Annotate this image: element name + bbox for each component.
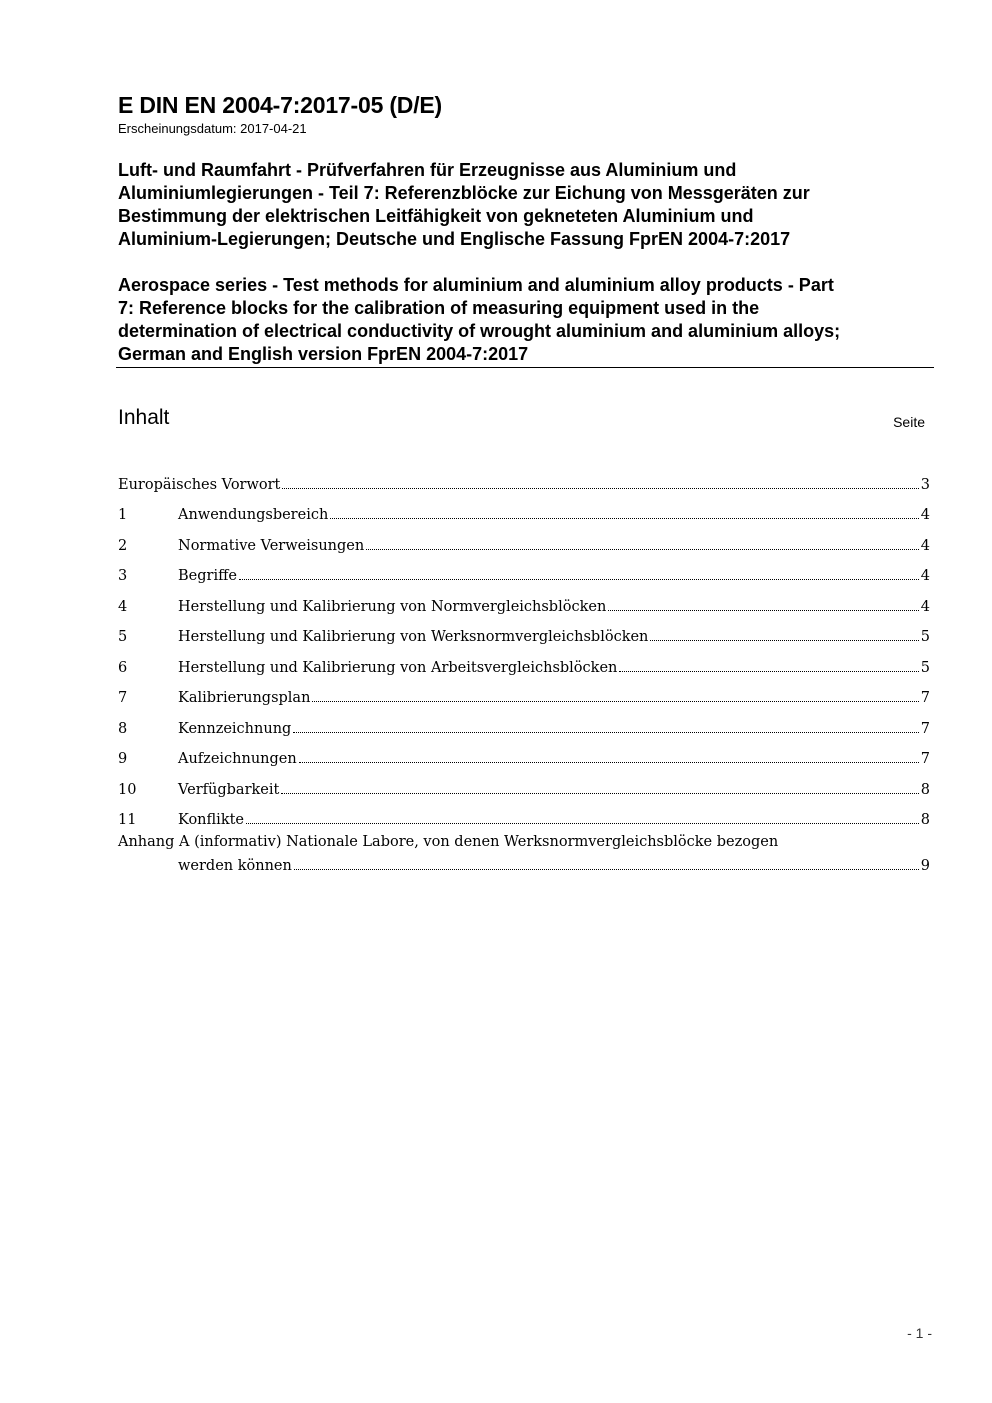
toc-dot-leader: [608, 610, 918, 611]
toc-entry-page: 5: [920, 629, 930, 645]
toc-dot-leader: [330, 518, 918, 519]
toc-entry-title: Herstellung und Kalibrierung von Arbeitsvergleichsblöcken: [178, 659, 618, 676]
toc-entry-page: 4: [920, 537, 930, 554]
toc-dot-leader: [366, 549, 919, 550]
toc-entry-page: 3: [920, 476, 930, 493]
toc-entry-title: Begriffe: [178, 568, 237, 584]
title-english-line: determination of electrical conductivity of wrought aluminium and aluminium alloys;: [118, 321, 841, 341]
toc-dot-leader: [281, 793, 918, 794]
toc-entry-number: 6: [118, 659, 128, 676]
toc-entry-title: Aufzeichnungen: [178, 751, 297, 767]
toc-entry-page: 8: [920, 812, 930, 828]
toc-dot-leader: [619, 671, 918, 672]
toc-entry[interactable]: [118, 798, 930, 829]
toc-entry-page: 4: [920, 568, 930, 584]
toc-entry-title: Konflikte: [178, 812, 245, 828]
title-english-line: 7: Reference blocks for the calibration of measuring equipment used in the: [118, 298, 760, 318]
table-of-contents: [118, 462, 930, 874]
toc-entry-title: Kennzeichnung: [178, 720, 292, 737]
toc-entry-page: 8: [920, 781, 930, 798]
toc-entry-number: 5: [118, 629, 128, 645]
toc-dot-leader: [650, 640, 918, 641]
toc-entry-page: 4: [920, 598, 930, 615]
toc-entry-title: Herstellung und Kalibrierung von Werksnormvergleichsblöcken: [178, 629, 649, 645]
toc-entry-number: 3: [118, 568, 128, 584]
toc-dot-leader: [282, 488, 918, 489]
toc-dot-leader: [239, 579, 919, 580]
page-number: - 1 -: [907, 1325, 932, 1341]
toc-entry[interactable]: [118, 706, 930, 737]
toc-page-label: Seite: [893, 414, 925, 430]
publication-date: Erscheinungsdatum: 2017-04-21: [118, 121, 307, 136]
toc-entry[interactable]: [118, 523, 930, 554]
toc-entry-foreword[interactable]: [118, 462, 930, 493]
toc-heading: Inhalt: [118, 406, 170, 429]
title-german-line: Luft- und Raumfahrt - Prüfverfahren für Erzeugnisse aus Aluminium und: [118, 160, 737, 180]
toc-annex-continuation: [118, 853, 930, 874]
title-german-line: Aluminium-Legierungen; Deutsche und Englische Fassung FprEN 2004-7:2017: [118, 229, 791, 249]
toc-entry-number: 11: [118, 812, 137, 828]
toc-entry-page: 9: [920, 858, 930, 874]
toc-entry-number: 1: [118, 507, 128, 523]
title-english-line: Aerospace series - Test methods for aluminium and aluminium alloy products - Part: [118, 275, 834, 295]
toc-dot-leader: [294, 869, 919, 870]
toc-entry-number: 10: [118, 781, 137, 798]
toc-entry-title: Europäisches Vorwort: [118, 476, 281, 493]
toc-entry-page: 5: [920, 659, 930, 676]
toc-entry-number: 4: [118, 598, 128, 615]
toc-entry-number: 7: [118, 690, 128, 706]
document-id: E DIN EN 2004-7:2017-05 (D/E): [118, 92, 443, 118]
toc-dot-leader: [312, 701, 918, 702]
toc-dot-leader: [299, 762, 919, 763]
toc-entry[interactable]: [118, 676, 930, 707]
toc-entry[interactable]: [118, 493, 930, 524]
toc-entry-title: Herstellung und Kalibrierung von Normvergleichsblöcken: [178, 598, 607, 615]
toc-entry-annex-a[interactable]: [118, 832, 930, 874]
toc-entry-page: 7: [920, 720, 930, 737]
toc-entry[interactable]: [118, 615, 930, 646]
title-english-line: German and English version FprEN 2004-7:2017: [118, 344, 529, 364]
toc-annex-title-cont: werden können: [178, 858, 292, 874]
title-german-line: Aluminiumlegierungen - Teil 7: Referenzblöcke zur Eichung von Messgeräten zur: [118, 183, 810, 203]
toc-entry-page: 7: [920, 751, 930, 767]
toc-entry-title: Anwendungsbereich: [178, 507, 329, 523]
toc-entry[interactable]: [118, 584, 930, 615]
toc-entry-page: 4: [920, 507, 930, 523]
toc-entry[interactable]: [118, 767, 930, 798]
toc-dot-leader: [293, 732, 918, 733]
title-german: [118, 159, 936, 251]
title-german-line: Bestimmung der elektrischen Leitfähigkeit von gekneteten Aluminium und: [118, 206, 754, 226]
toc-entry-title: Kalibrierungsplan: [178, 690, 311, 706]
toc-entry-page: 7: [920, 690, 930, 706]
toc-annex-title: Anhang A (informativ) Nationale Labore, von denen Werksnormvergleichsblöcke bezogen: [118, 834, 779, 850]
toc-entry-title: Normative Verweisungen: [178, 537, 365, 554]
title-english: [118, 274, 936, 366]
title-divider: [116, 367, 934, 368]
toc-dot-leader: [246, 823, 919, 824]
toc-entry[interactable]: [118, 645, 930, 676]
toc-entry-title: Verfügbarkeit: [178, 781, 280, 798]
toc-entry[interactable]: [118, 737, 930, 768]
toc-entry[interactable]: [118, 554, 930, 585]
toc-entry-number: 8: [118, 720, 128, 737]
toc-entry-number: 2: [118, 537, 128, 554]
toc-entry-number: 9: [118, 751, 128, 767]
